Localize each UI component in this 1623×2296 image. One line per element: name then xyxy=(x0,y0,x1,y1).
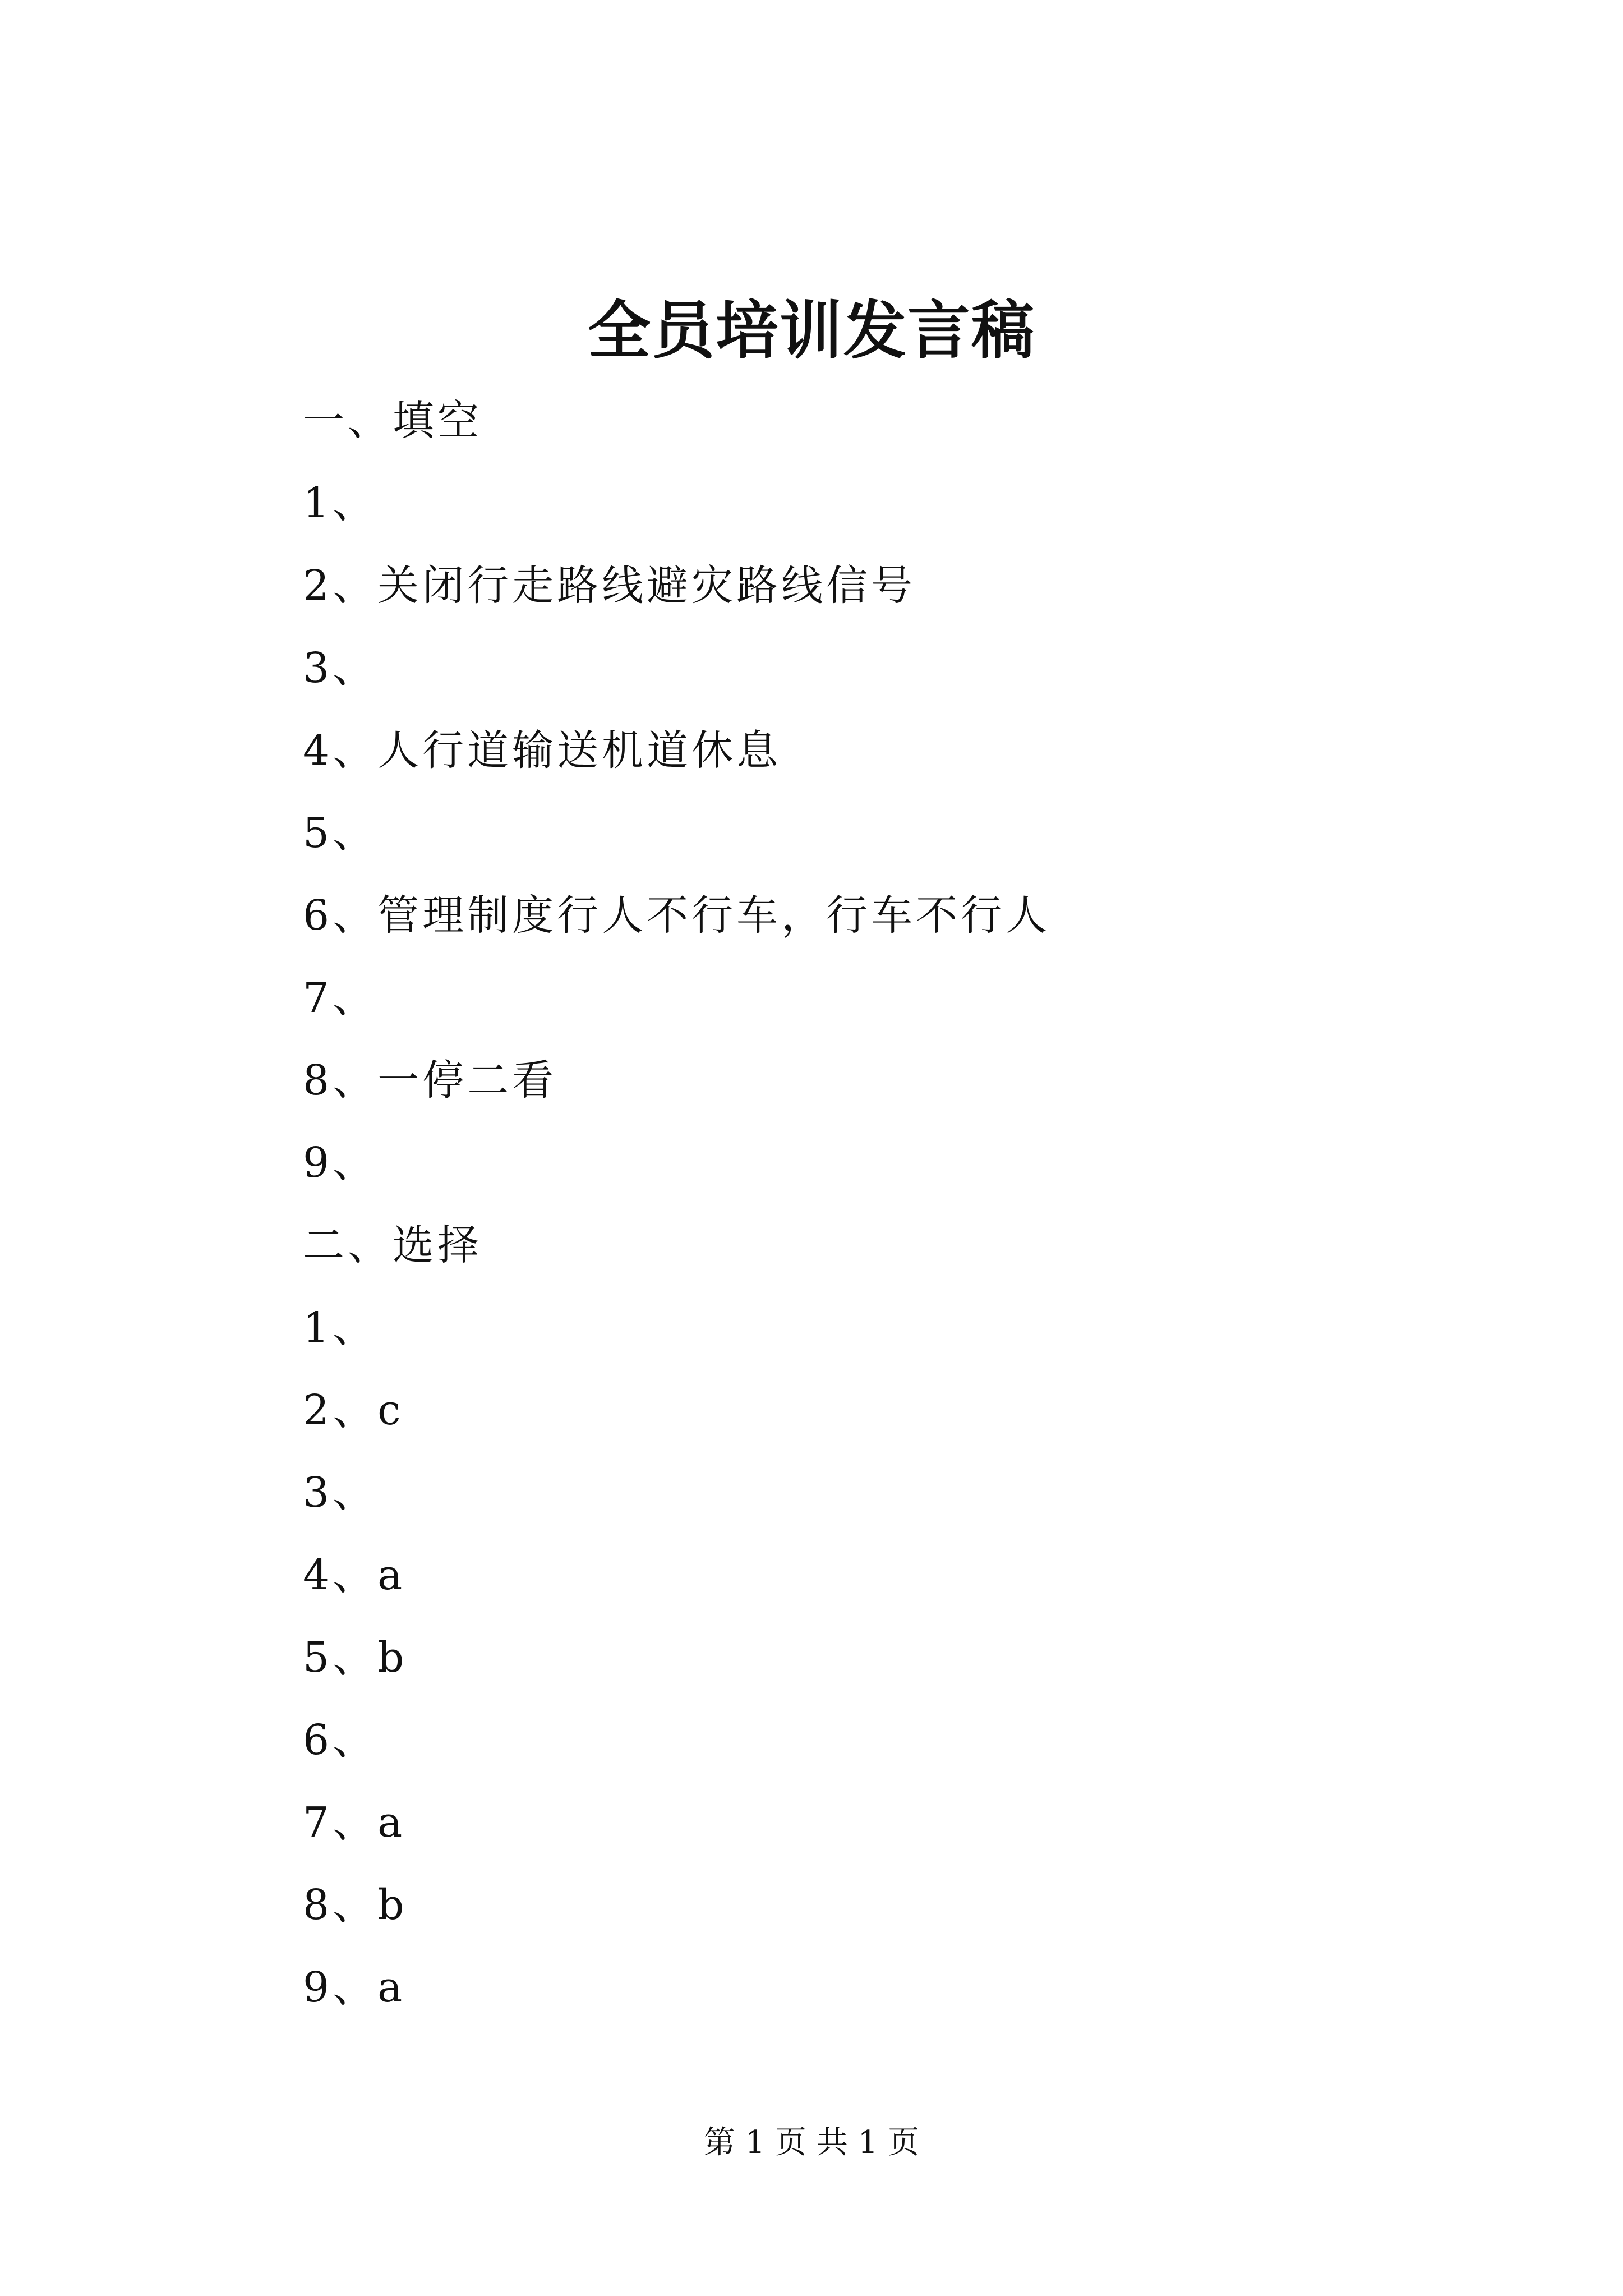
section-heading-fill-in: 一、填空 xyxy=(303,397,482,445)
list-item: 3、 xyxy=(303,1469,378,1517)
page-footer: 第 1 页 共 1 页 xyxy=(703,2124,920,2161)
list-item: 8、b xyxy=(303,1881,408,1929)
document-title: 全员培训发言稿 xyxy=(588,294,1035,367)
list-item: 5、b xyxy=(303,1634,408,1682)
list-item: 6、管理制度行人不行车，行车不行人 xyxy=(303,891,1051,940)
document-body xyxy=(303,387,1424,2036)
list-item: 5、 xyxy=(303,809,378,857)
list-item: 2、c xyxy=(303,1386,404,1434)
list-item: 6、 xyxy=(303,1716,378,1764)
list-item: 8、一停二看 xyxy=(303,1056,557,1105)
list-item: 1、 xyxy=(303,479,378,527)
section-heading-choice: 二、选择 xyxy=(303,1221,482,1269)
list-item: 7、 xyxy=(303,974,378,1022)
list-item: 1、 xyxy=(303,1304,378,1352)
list-item: 2、关闭行走路线避灾路线信号 xyxy=(303,562,916,610)
list-item: 7、a xyxy=(303,1798,406,1847)
list-item: 4、人行道输送机道休息 xyxy=(303,726,782,775)
list-item: 9、a xyxy=(303,1963,406,2012)
list-item: 3、 xyxy=(303,644,378,692)
list-item: 4、a xyxy=(303,1551,406,1599)
list-item: 9、 xyxy=(303,1139,378,1187)
